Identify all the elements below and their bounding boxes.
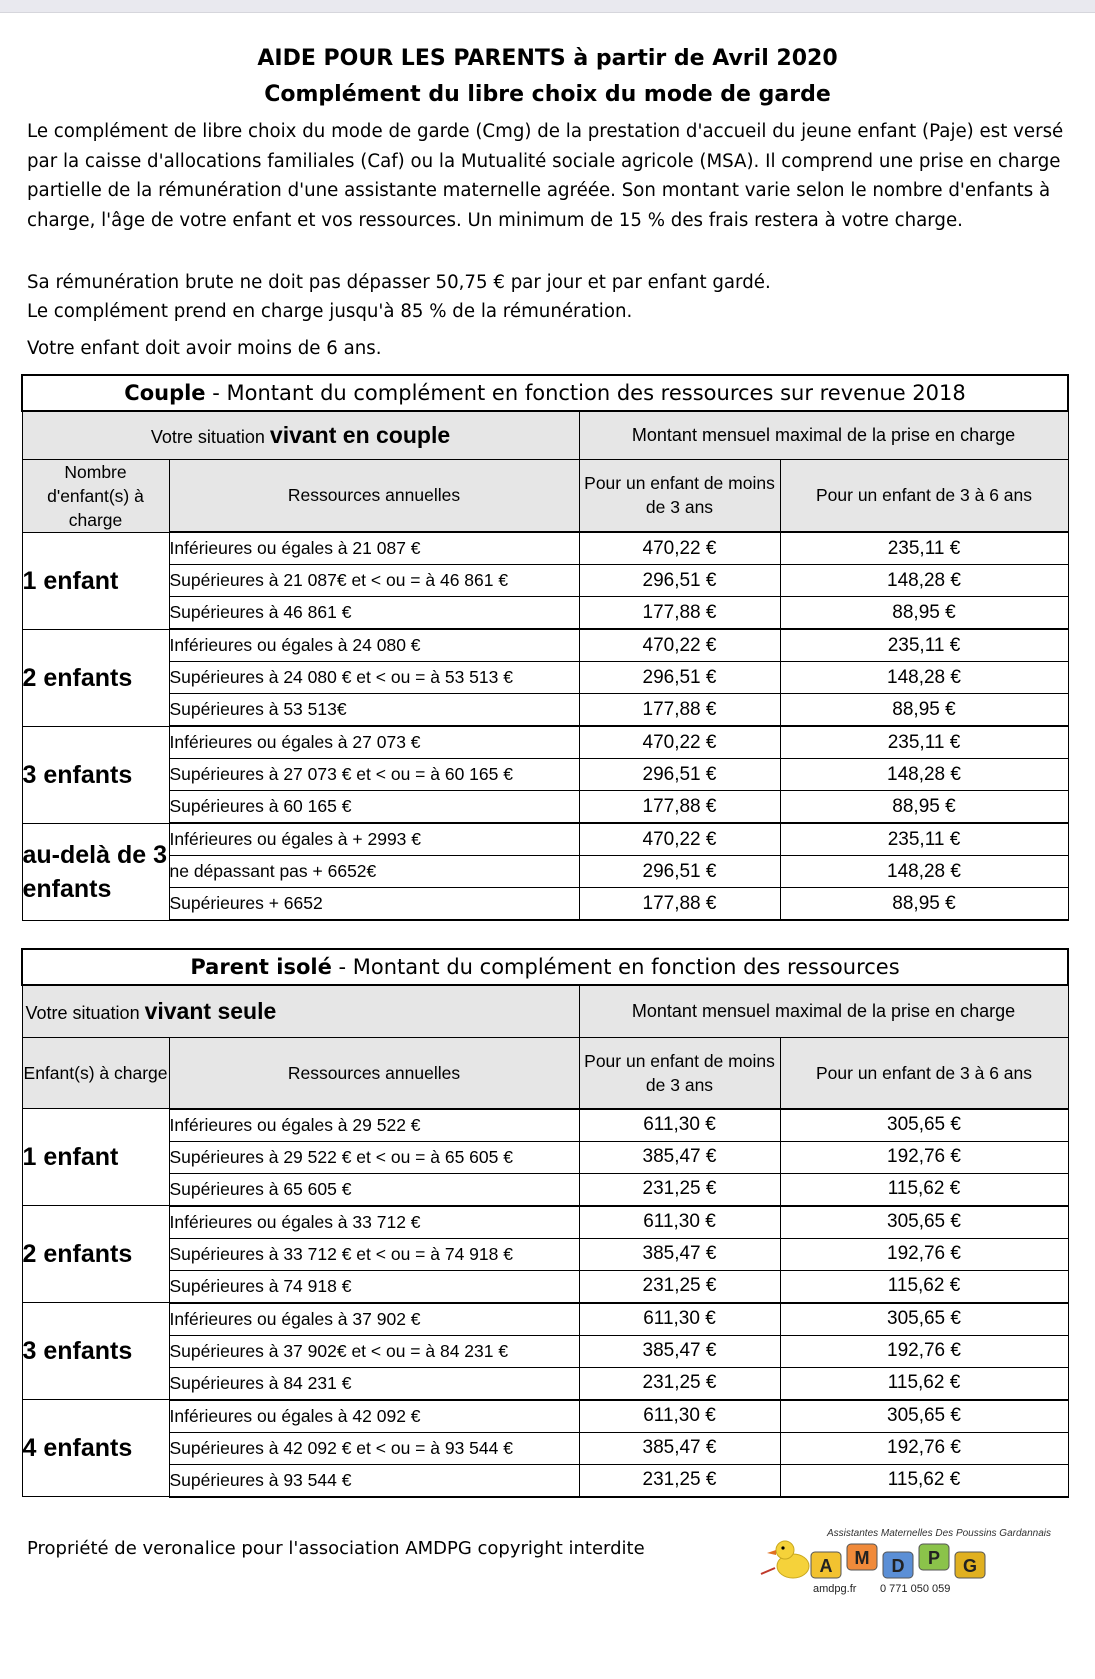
couple-situation-header: Votre situation vivant en couple (22, 411, 579, 459)
resource-cell: Inférieures ou égales à 27 073 € (169, 726, 579, 759)
single-group-label: 2 enfants (22, 1206, 169, 1303)
amount-under3-cell: 611,30 € (579, 1303, 780, 1336)
amount-3to6-cell: 115,62 € (780, 1367, 1068, 1400)
amount-3to6-cell: 305,65 € (780, 1206, 1068, 1239)
resource-cell: Inférieures ou égales à 37 902 € (169, 1303, 579, 1336)
resource-cell: Supérieures à 27 073 € et < ou = à 60 165 € (169, 759, 579, 791)
single-col-3to6: Pour un enfant de 3 à 6 ans (780, 1037, 1068, 1109)
page-subtitle: Complément du libre choix du mode de garde (264, 82, 831, 107)
page-title: AIDE POUR LES PARENTS à partir de Avril 2020 (257, 46, 838, 71)
resource-cell: Inférieures ou égales à 29 522 € (169, 1109, 579, 1142)
rule-coverage: Le complément prend en charge jusqu'à 85 % de la rémunération. (27, 301, 633, 322)
resource-cell: Supérieures à 53 513€ (169, 694, 579, 727)
amount-3to6-cell: 88,95 € (780, 597, 1068, 630)
amount-under3-cell: 470,22 € (579, 629, 780, 662)
logo-letter-block (883, 1552, 913, 1578)
amount-under3-cell: 385,47 € (579, 1335, 780, 1367)
single-montant-header: Montant mensuel maximal de la prise en charge (579, 985, 1068, 1037)
amount-under3-cell: 231,25 € (579, 1270, 780, 1303)
logo-letter: D (891, 1556, 905, 1576)
single-parent-table (21, 948, 1069, 1498)
couple-col-children: Nombre d'enfant(s) à charge (22, 459, 169, 532)
single-situation-header: Votre situation vivant seule (22, 985, 579, 1037)
amount-3to6-cell: 192,76 € (780, 1238, 1068, 1270)
resource-cell: Supérieures à 46 861 € (169, 597, 579, 630)
amount-under3-cell: 611,30 € (579, 1206, 780, 1239)
logo-letter: P (927, 1548, 941, 1568)
resource-cell: Inférieures ou égales à 21 087 € (169, 532, 579, 565)
single-col-children: Enfant(s) à charge (22, 1037, 169, 1109)
resource-cell: Supérieures à 93 544 € (169, 1464, 579, 1497)
amount-under3-cell: 470,22 € (579, 532, 780, 565)
resource-cell: Supérieures à 84 231 € (169, 1367, 579, 1400)
resource-cell: ne dépassant pas + 6652€ (169, 856, 579, 888)
resource-cell: Inférieures ou égales à 24 080 € (169, 629, 579, 662)
couple-col-resources: Ressources annuelles (169, 459, 579, 532)
resource-cell: Supérieures à 24 080 € et < ou = à 53 513 € (169, 662, 579, 694)
amount-3to6-cell: 235,11 € (780, 532, 1068, 565)
rule-max-salary: Sa rémunération brute ne doit pas dépasser 50,75 € par jour et par enfant gardé. (27, 272, 771, 293)
single-table-caption: Parent isolé - Montant du complément en fonction des ressources (22, 949, 1068, 985)
amount-under3-cell: 231,25 € (579, 1464, 780, 1497)
amount-3to6-cell: 148,28 € (780, 662, 1068, 694)
amount-under3-cell: 611,30 € (579, 1109, 780, 1142)
amount-3to6-cell: 192,76 € (780, 1432, 1068, 1464)
amount-under3-cell: 177,88 € (579, 694, 780, 727)
resource-cell: Supérieures à 37 902€ et < ou = à 84 231 € (169, 1335, 579, 1367)
couple-group-label: au-delà de 3 enfants (22, 823, 169, 920)
couple-col-3to6: Pour un enfant de 3 à 6 ans (780, 459, 1068, 532)
couple-montant-header: Montant mensuel maximal de la prise en charge (579, 411, 1068, 459)
single-group-label: 4 enfants (22, 1400, 169, 1497)
amount-3to6-cell: 115,62 € (780, 1270, 1068, 1303)
resource-cell: Supérieures à 65 605 € (169, 1173, 579, 1206)
intro-text: Le complément de libre choix du mode de garde (Cmg) de la prestation d'accueil du jeune enfant (Paje) est versé par la caisse d'allocations familiales (Caf) ou la Mutualité sociale agricole (MSA). Il comprend une prise en charge partielle de la rémunération d'une assistante maternelle agréée. Son montant varie selon le nombre d'enfants à charge, l'âge de votre enfant et vos ressources. Un minimum de 15 % des frais restera à votre charge. (27, 121, 1064, 231)
logo-letter: G (962, 1556, 978, 1576)
amdpg-logo (745, 1522, 1051, 1602)
amount-3to6-cell: 192,76 € (780, 1141, 1068, 1173)
top-status-bar (0, 0, 1095, 13)
amount-under3-cell: 611,30 € (579, 1400, 780, 1433)
amount-under3-cell: 296,51 € (579, 759, 780, 791)
amount-3to6-cell: 88,95 € (780, 791, 1068, 824)
amount-under3-cell: 231,25 € (579, 1173, 780, 1206)
amount-under3-cell: 177,88 € (579, 791, 780, 824)
amount-3to6-cell: 148,28 € (780, 759, 1068, 791)
resource-cell: Supérieures à 74 918 € (169, 1270, 579, 1303)
rule-age: Votre enfant doit avoir moins de 6 ans. (27, 338, 382, 359)
resource-cell: Supérieures à 21 087€ et < ou = à 46 861 € (169, 565, 579, 597)
amount-3to6-cell: 235,11 € (780, 726, 1068, 759)
resource-cell: Supérieures + 6652 (169, 888, 579, 921)
resource-cell: Supérieures à 33 712 € et < ou = à 74 918 € (169, 1238, 579, 1270)
amount-3to6-cell: 148,28 € (780, 856, 1068, 888)
resource-cell: Supérieures à 29 522 € et < ou = à 65 605 € (169, 1141, 579, 1173)
amount-3to6-cell: 305,65 € (780, 1400, 1068, 1433)
logo-letter-block (847, 1544, 877, 1570)
amount-under3-cell: 177,88 € (579, 888, 780, 921)
couple-table (21, 374, 1069, 921)
amount-under3-cell: 470,22 € (579, 726, 780, 759)
single-group-label: 3 enfants (22, 1303, 169, 1400)
amount-under3-cell: 231,25 € (579, 1367, 780, 1400)
amount-3to6-cell: 88,95 € (780, 888, 1068, 921)
resource-cell: Inférieures ou égales à + 2993 € (169, 823, 579, 856)
couple-group-label: 1 enfant (22, 532, 169, 629)
amount-3to6-cell: 305,65 € (780, 1303, 1068, 1336)
amount-3to6-cell: 235,11 € (780, 823, 1068, 856)
amount-3to6-cell: 192,76 € (780, 1335, 1068, 1367)
resource-cell: Supérieures à 60 165 € (169, 791, 579, 824)
single-col-under3: Pour un enfant de moins de 3 ans (579, 1037, 780, 1109)
amount-under3-cell: 177,88 € (579, 597, 780, 630)
resource-cell: Supérieures à 42 092 € et < ou = à 93 544 € (169, 1432, 579, 1464)
resource-cell: Inférieures ou égales à 42 092 € (169, 1400, 579, 1433)
amount-under3-cell: 296,51 € (579, 856, 780, 888)
amount-3to6-cell: 115,62 € (780, 1464, 1068, 1497)
amount-under3-cell: 296,51 € (579, 662, 780, 694)
duck-icon (761, 1541, 809, 1578)
logo-phone: 0 771 050 059 (880, 1583, 951, 1595)
logo-site: amdpg.fr (813, 1583, 857, 1595)
single-group-label: 1 enfant (22, 1109, 169, 1206)
couple-table-caption: Couple - Montant du complément en fonction des ressources sur revenue 2018 (22, 375, 1068, 411)
amount-under3-cell: 385,47 € (579, 1141, 780, 1173)
amount-3to6-cell: 115,62 € (780, 1173, 1068, 1206)
couple-group-label: 2 enfants (22, 629, 169, 726)
amount-under3-cell: 385,47 € (579, 1238, 780, 1270)
amount-under3-cell: 470,22 € (579, 823, 780, 856)
logo-letter: A (819, 1556, 833, 1576)
logo-letter-block (811, 1552, 841, 1578)
logo-arc-text: Assistantes Maternelles Des Poussins Gardannais (827, 1528, 1051, 1539)
amount-3to6-cell: 88,95 € (780, 694, 1068, 727)
couple-col-under3: Pour un enfant de moins de 3 ans (579, 459, 780, 532)
resource-cell: Inférieures ou égales à 33 712 € (169, 1206, 579, 1239)
single-col-resources: Ressources annuelles (169, 1037, 579, 1109)
intro-paragraph (27, 117, 1067, 235)
amount-3to6-cell: 148,28 € (780, 565, 1068, 597)
amount-3to6-cell: 235,11 € (780, 629, 1068, 662)
logo-letter-block (955, 1552, 985, 1578)
logo-letter: M (854, 1548, 870, 1568)
logo-letter-block (919, 1544, 949, 1570)
copyright-footer: Propriété de veronalice pour l'association AMDPG copyright interdite (27, 1538, 645, 1559)
amount-3to6-cell: 305,65 € (780, 1109, 1068, 1142)
amount-under3-cell: 296,51 € (579, 565, 780, 597)
amount-under3-cell: 385,47 € (579, 1432, 780, 1464)
couple-group-label: 3 enfants (22, 726, 169, 823)
